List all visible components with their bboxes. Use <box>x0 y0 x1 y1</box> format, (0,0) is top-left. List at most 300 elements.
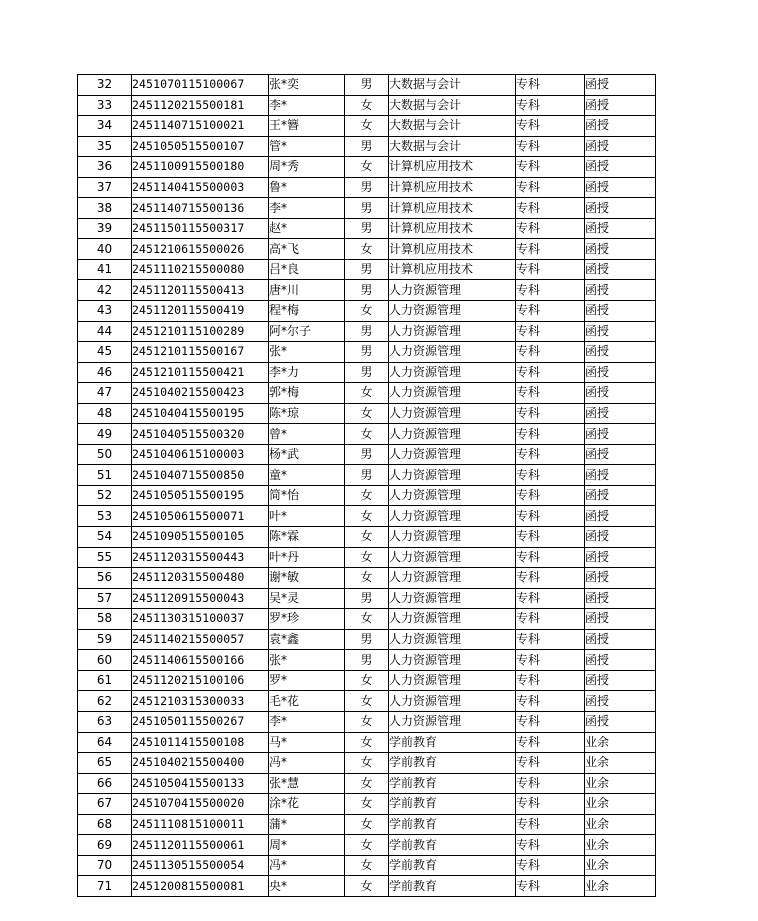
study-mode-cell: 函授 <box>585 383 656 404</box>
study-mode-cell: 函授 <box>585 691 656 712</box>
student-name-cell: 叶*丹 <box>269 547 345 568</box>
exam-id-cell: 2451120215500181 <box>132 95 269 116</box>
student-name-cell: 管* <box>269 136 345 157</box>
study-mode-cell: 函授 <box>585 650 656 671</box>
student-name-cell: 叶* <box>269 506 345 527</box>
table-row <box>78 444 656 465</box>
study-mode-cell: 业余 <box>585 794 656 815</box>
table-row <box>78 876 656 897</box>
exam-id-cell: 2451011415500108 <box>132 732 269 753</box>
table-row <box>78 465 656 486</box>
education-level-cell: 专科 <box>516 711 585 732</box>
exam-id-cell: 2451120115500419 <box>132 301 269 322</box>
row-number-cell: 68 <box>78 814 132 835</box>
table-row <box>78 794 656 815</box>
gender-cell: 女 <box>345 547 389 568</box>
study-mode-cell: 函授 <box>585 157 656 178</box>
student-name-cell: 王*簪 <box>269 116 345 137</box>
exam-id-cell: 2451140715100021 <box>132 116 269 137</box>
major-cell: 计算机应用技术 <box>389 157 516 178</box>
major-cell: 人力资源管理 <box>389 670 516 691</box>
education-level-cell: 专科 <box>516 835 585 856</box>
study-mode-cell: 函授 <box>585 280 656 301</box>
study-mode-cell: 函授 <box>585 609 656 630</box>
row-number-cell: 37 <box>78 177 132 198</box>
student-name-cell: 李* <box>269 198 345 219</box>
exam-id-cell: 2451120215100106 <box>132 670 269 691</box>
study-mode-cell: 函授 <box>585 301 656 322</box>
exam-id-cell: 2451140615500166 <box>132 650 269 671</box>
study-mode-cell: 业余 <box>585 876 656 897</box>
education-level-cell: 专科 <box>516 814 585 835</box>
major-cell: 人力资源管理 <box>389 383 516 404</box>
education-level-cell: 专科 <box>516 321 585 342</box>
education-level-cell: 专科 <box>516 116 585 137</box>
gender-cell: 男 <box>345 136 389 157</box>
exam-id-cell: 2451040715500850 <box>132 465 269 486</box>
major-cell: 大数据与会计 <box>389 136 516 157</box>
study-mode-cell: 函授 <box>585 362 656 383</box>
major-cell: 学前教育 <box>389 753 516 774</box>
row-number-cell: 64 <box>78 732 132 753</box>
gender-cell: 女 <box>345 855 389 876</box>
study-mode-cell: 业余 <box>585 732 656 753</box>
education-level-cell: 专科 <box>516 424 585 445</box>
table-row <box>78 855 656 876</box>
education-level-cell: 专科 <box>516 568 585 589</box>
table-row <box>78 835 656 856</box>
education-level-cell: 专科 <box>516 136 585 157</box>
row-number-cell: 39 <box>78 218 132 239</box>
major-cell: 学前教育 <box>389 835 516 856</box>
table-row <box>78 609 656 630</box>
student-name-cell: 毛*花 <box>269 691 345 712</box>
row-number-cell: 51 <box>78 465 132 486</box>
study-mode-cell: 业余 <box>585 773 656 794</box>
exam-id-cell: 2451050515500195 <box>132 485 269 506</box>
major-cell: 人力资源管理 <box>389 527 516 548</box>
education-level-cell: 专科 <box>516 301 585 322</box>
table-row <box>78 136 656 157</box>
exam-id-cell: 2451120115500061 <box>132 835 269 856</box>
education-level-cell: 专科 <box>516 527 585 548</box>
major-cell: 学前教育 <box>389 876 516 897</box>
gender-cell: 女 <box>345 424 389 445</box>
gender-cell: 女 <box>345 239 389 260</box>
education-level-cell: 专科 <box>516 794 585 815</box>
major-cell: 人力资源管理 <box>389 711 516 732</box>
major-cell: 学前教育 <box>389 814 516 835</box>
table-row <box>78 301 656 322</box>
major-cell: 人力资源管理 <box>389 588 516 609</box>
row-number-cell: 66 <box>78 773 132 794</box>
study-mode-cell: 函授 <box>585 116 656 137</box>
table-row <box>78 424 656 445</box>
student-name-cell: 陈*霖 <box>269 527 345 548</box>
education-level-cell: 专科 <box>516 609 585 630</box>
table-row <box>78 547 656 568</box>
exam-id-cell: 2451120915500043 <box>132 588 269 609</box>
table-row <box>78 259 656 280</box>
exam-id-cell: 2451050515500107 <box>132 136 269 157</box>
student-name-cell: 张*奕 <box>269 75 345 96</box>
row-number-cell: 69 <box>78 835 132 856</box>
gender-cell: 男 <box>345 650 389 671</box>
major-cell: 人力资源管理 <box>389 485 516 506</box>
exam-id-cell: 2451210115500421 <box>132 362 269 383</box>
table-row <box>78 383 656 404</box>
student-name-cell: 阿*尔子 <box>269 321 345 342</box>
exam-id-cell: 2451070115100067 <box>132 75 269 96</box>
study-mode-cell: 函授 <box>585 527 656 548</box>
education-level-cell: 专科 <box>516 198 585 219</box>
table-row <box>78 814 656 835</box>
exam-id-cell: 2451210115500167 <box>132 342 269 363</box>
major-cell: 人力资源管理 <box>389 362 516 383</box>
student-name-cell: 郭*梅 <box>269 383 345 404</box>
gender-cell: 女 <box>345 301 389 322</box>
table-row <box>78 732 656 753</box>
major-cell: 计算机应用技术 <box>389 177 516 198</box>
gender-cell: 女 <box>345 527 389 548</box>
major-cell: 学前教育 <box>389 732 516 753</box>
table-row <box>78 239 656 260</box>
education-level-cell: 专科 <box>516 95 585 116</box>
study-mode-cell: 函授 <box>585 629 656 650</box>
major-cell: 人力资源管理 <box>389 403 516 424</box>
row-number-cell: 41 <box>78 259 132 280</box>
study-mode-cell: 函授 <box>585 670 656 691</box>
education-level-cell: 专科 <box>516 485 585 506</box>
exam-id-cell: 2451210115100289 <box>132 321 269 342</box>
gender-cell: 女 <box>345 485 389 506</box>
major-cell: 计算机应用技术 <box>389 239 516 260</box>
student-name-cell: 袁*鑫 <box>269 629 345 650</box>
table-row <box>78 691 656 712</box>
major-cell: 人力资源管理 <box>389 506 516 527</box>
gender-cell: 男 <box>345 218 389 239</box>
table-row <box>78 588 656 609</box>
gender-cell: 男 <box>345 280 389 301</box>
row-number-cell: 55 <box>78 547 132 568</box>
study-mode-cell: 函授 <box>585 424 656 445</box>
gender-cell: 男 <box>345 198 389 219</box>
table-row <box>78 527 656 548</box>
exam-id-cell: 2451040615100003 <box>132 444 269 465</box>
gender-cell: 男 <box>345 177 389 198</box>
exam-id-cell: 2451120315500443 <box>132 547 269 568</box>
exam-id-cell: 2451100915500180 <box>132 157 269 178</box>
gender-cell: 男 <box>345 362 389 383</box>
exam-id-cell: 2451110215500080 <box>132 259 269 280</box>
education-level-cell: 专科 <box>516 650 585 671</box>
row-number-cell: 34 <box>78 116 132 137</box>
study-mode-cell: 函授 <box>585 218 656 239</box>
row-number-cell: 36 <box>78 157 132 178</box>
major-cell: 学前教育 <box>389 855 516 876</box>
major-cell: 人力资源管理 <box>389 691 516 712</box>
exam-id-cell: 2451120115500413 <box>132 280 269 301</box>
exam-id-cell: 2451040415500195 <box>132 403 269 424</box>
gender-cell: 女 <box>345 157 389 178</box>
row-number-cell: 59 <box>78 629 132 650</box>
exam-id-cell: 2451040215500400 <box>132 753 269 774</box>
exam-id-cell: 2451050415500133 <box>132 773 269 794</box>
row-number-cell: 71 <box>78 876 132 897</box>
major-cell: 学前教育 <box>389 794 516 815</box>
major-cell: 人力资源管理 <box>389 568 516 589</box>
row-number-cell: 54 <box>78 527 132 548</box>
gender-cell: 男 <box>345 321 389 342</box>
table-row <box>78 116 656 137</box>
study-mode-cell: 业余 <box>585 814 656 835</box>
exam-id-cell: 2451130315100037 <box>132 609 269 630</box>
table-row <box>78 198 656 219</box>
student-roster-table <box>77 74 656 897</box>
major-cell: 人力资源管理 <box>389 424 516 445</box>
student-name-cell: 童* <box>269 465 345 486</box>
row-number-cell: 65 <box>78 753 132 774</box>
row-number-cell: 57 <box>78 588 132 609</box>
row-number-cell: 48 <box>78 403 132 424</box>
gender-cell: 女 <box>345 383 389 404</box>
student-name-cell: 马* <box>269 732 345 753</box>
row-number-cell: 40 <box>78 239 132 260</box>
table-row <box>78 218 656 239</box>
student-name-cell: 李* <box>269 95 345 116</box>
education-level-cell: 专科 <box>516 876 585 897</box>
gender-cell: 男 <box>345 75 389 96</box>
gender-cell: 男 <box>345 342 389 363</box>
student-name-cell: 张* <box>269 342 345 363</box>
education-level-cell: 专科 <box>516 629 585 650</box>
exam-id-cell: 2451090515500105 <box>132 527 269 548</box>
student-name-cell: 鲁* <box>269 177 345 198</box>
student-name-cell: 央* <box>269 876 345 897</box>
table-row <box>78 670 656 691</box>
student-name-cell: 蒲* <box>269 814 345 835</box>
table-row <box>78 280 656 301</box>
table-row <box>78 629 656 650</box>
exam-id-cell: 2451040215500423 <box>132 383 269 404</box>
education-level-cell: 专科 <box>516 157 585 178</box>
row-number-cell: 46 <box>78 362 132 383</box>
study-mode-cell: 函授 <box>585 444 656 465</box>
gender-cell: 男 <box>345 444 389 465</box>
education-level-cell: 专科 <box>516 588 585 609</box>
table-row <box>78 650 656 671</box>
education-level-cell: 专科 <box>516 465 585 486</box>
major-cell: 计算机应用技术 <box>389 198 516 219</box>
study-mode-cell: 函授 <box>585 342 656 363</box>
exam-id-cell: 2451210615500026 <box>132 239 269 260</box>
exam-id-cell: 2451120315500480 <box>132 568 269 589</box>
gender-cell: 女 <box>345 753 389 774</box>
row-number-cell: 44 <box>78 321 132 342</box>
education-level-cell: 专科 <box>516 75 585 96</box>
study-mode-cell: 函授 <box>585 506 656 527</box>
row-number-cell: 70 <box>78 855 132 876</box>
gender-cell: 女 <box>345 773 389 794</box>
study-mode-cell: 函授 <box>585 568 656 589</box>
study-mode-cell: 函授 <box>585 198 656 219</box>
education-level-cell: 专科 <box>516 732 585 753</box>
student-name-cell: 罗* <box>269 670 345 691</box>
table-row <box>78 403 656 424</box>
education-level-cell: 专科 <box>516 773 585 794</box>
exam-id-cell: 2451210315300033 <box>132 691 269 712</box>
education-level-cell: 专科 <box>516 259 585 280</box>
table-row <box>78 321 656 342</box>
table-row <box>78 506 656 527</box>
gender-cell: 女 <box>345 794 389 815</box>
row-number-cell: 52 <box>78 485 132 506</box>
row-number-cell: 43 <box>78 301 132 322</box>
major-cell: 计算机应用技术 <box>389 259 516 280</box>
row-number-cell: 56 <box>78 568 132 589</box>
gender-cell: 男 <box>345 629 389 650</box>
major-cell: 人力资源管理 <box>389 609 516 630</box>
student-name-cell: 杨*武 <box>269 444 345 465</box>
gender-cell: 女 <box>345 711 389 732</box>
table-row <box>78 362 656 383</box>
gender-cell: 女 <box>345 506 389 527</box>
study-mode-cell: 业余 <box>585 855 656 876</box>
exam-id-cell: 2451140715500136 <box>132 198 269 219</box>
gender-cell: 男 <box>345 588 389 609</box>
student-name-cell: 曾* <box>269 424 345 445</box>
table-row <box>78 568 656 589</box>
gender-cell: 女 <box>345 609 389 630</box>
major-cell: 计算机应用技术 <box>389 218 516 239</box>
gender-cell: 女 <box>345 691 389 712</box>
student-name-cell: 张* <box>269 650 345 671</box>
student-name-cell: 冯* <box>269 753 345 774</box>
major-cell: 人力资源管理 <box>389 629 516 650</box>
education-level-cell: 专科 <box>516 670 585 691</box>
gender-cell: 男 <box>345 259 389 280</box>
exam-id-cell: 2451050115500267 <box>132 711 269 732</box>
student-name-cell: 吴*灵 <box>269 588 345 609</box>
education-level-cell: 专科 <box>516 403 585 424</box>
row-number-cell: 67 <box>78 794 132 815</box>
major-cell: 人力资源管理 <box>389 280 516 301</box>
education-level-cell: 专科 <box>516 383 585 404</box>
education-level-cell: 专科 <box>516 855 585 876</box>
row-number-cell: 58 <box>78 609 132 630</box>
education-level-cell: 专科 <box>516 280 585 301</box>
student-name-cell: 冯* <box>269 855 345 876</box>
major-cell: 大数据与会计 <box>389 75 516 96</box>
study-mode-cell: 函授 <box>585 465 656 486</box>
study-mode-cell: 函授 <box>585 75 656 96</box>
study-mode-cell: 函授 <box>585 136 656 157</box>
gender-cell: 女 <box>345 814 389 835</box>
table-row <box>78 95 656 116</box>
exam-id-cell: 2451200815500081 <box>132 876 269 897</box>
gender-cell: 女 <box>345 732 389 753</box>
student-name-cell: 赵* <box>269 218 345 239</box>
education-level-cell: 专科 <box>516 218 585 239</box>
major-cell: 大数据与会计 <box>389 116 516 137</box>
study-mode-cell: 函授 <box>585 547 656 568</box>
gender-cell: 女 <box>345 670 389 691</box>
exam-id-cell: 2451110815100011 <box>132 814 269 835</box>
education-level-cell: 专科 <box>516 753 585 774</box>
gender-cell: 女 <box>345 403 389 424</box>
student-name-cell: 高*飞 <box>269 239 345 260</box>
table-row <box>78 753 656 774</box>
row-number-cell: 50 <box>78 444 132 465</box>
student-name-cell: 吕*良 <box>269 259 345 280</box>
study-mode-cell: 函授 <box>585 177 656 198</box>
student-name-cell: 周*秀 <box>269 157 345 178</box>
education-level-cell: 专科 <box>516 506 585 527</box>
student-name-cell: 李* <box>269 711 345 732</box>
exam-id-cell: 2451040515500320 <box>132 424 269 445</box>
row-number-cell: 33 <box>78 95 132 116</box>
major-cell: 人力资源管理 <box>389 444 516 465</box>
education-level-cell: 专科 <box>516 342 585 363</box>
education-level-cell: 专科 <box>516 444 585 465</box>
gender-cell: 男 <box>345 465 389 486</box>
row-number-cell: 60 <box>78 650 132 671</box>
table-row <box>78 711 656 732</box>
student-name-cell: 周* <box>269 835 345 856</box>
study-mode-cell: 函授 <box>585 259 656 280</box>
study-mode-cell: 业余 <box>585 753 656 774</box>
student-name-cell: 程*梅 <box>269 301 345 322</box>
education-level-cell: 专科 <box>516 239 585 260</box>
study-mode-cell: 函授 <box>585 485 656 506</box>
major-cell: 人力资源管理 <box>389 301 516 322</box>
table-row <box>78 485 656 506</box>
study-mode-cell: 函授 <box>585 321 656 342</box>
gender-cell: 女 <box>345 95 389 116</box>
major-cell: 人力资源管理 <box>389 547 516 568</box>
gender-cell: 女 <box>345 116 389 137</box>
row-number-cell: 63 <box>78 711 132 732</box>
major-cell: 人力资源管理 <box>389 342 516 363</box>
row-number-cell: 49 <box>78 424 132 445</box>
education-level-cell: 专科 <box>516 547 585 568</box>
student-name-cell: 涂*花 <box>269 794 345 815</box>
student-name-cell: 罗*珍 <box>269 609 345 630</box>
student-name-cell: 简*怡 <box>269 485 345 506</box>
study-mode-cell: 函授 <box>585 403 656 424</box>
table-row <box>78 75 656 96</box>
exam-id-cell: 2451050615500071 <box>132 506 269 527</box>
row-number-cell: 38 <box>78 198 132 219</box>
gender-cell: 女 <box>345 568 389 589</box>
study-mode-cell: 函授 <box>585 711 656 732</box>
table-row <box>78 157 656 178</box>
student-name-cell: 唐*川 <box>269 280 345 301</box>
major-cell: 人力资源管理 <box>389 650 516 671</box>
row-number-cell: 35 <box>78 136 132 157</box>
gender-cell: 女 <box>345 835 389 856</box>
roster-body <box>78 75 656 897</box>
major-cell: 大数据与会计 <box>389 95 516 116</box>
row-number-cell: 32 <box>78 75 132 96</box>
education-level-cell: 专科 <box>516 691 585 712</box>
study-mode-cell: 业余 <box>585 835 656 856</box>
exam-id-cell: 2451070415500020 <box>132 794 269 815</box>
major-cell: 人力资源管理 <box>389 465 516 486</box>
row-number-cell: 47 <box>78 383 132 404</box>
study-mode-cell: 函授 <box>585 588 656 609</box>
exam-id-cell: 2451130515500054 <box>132 855 269 876</box>
